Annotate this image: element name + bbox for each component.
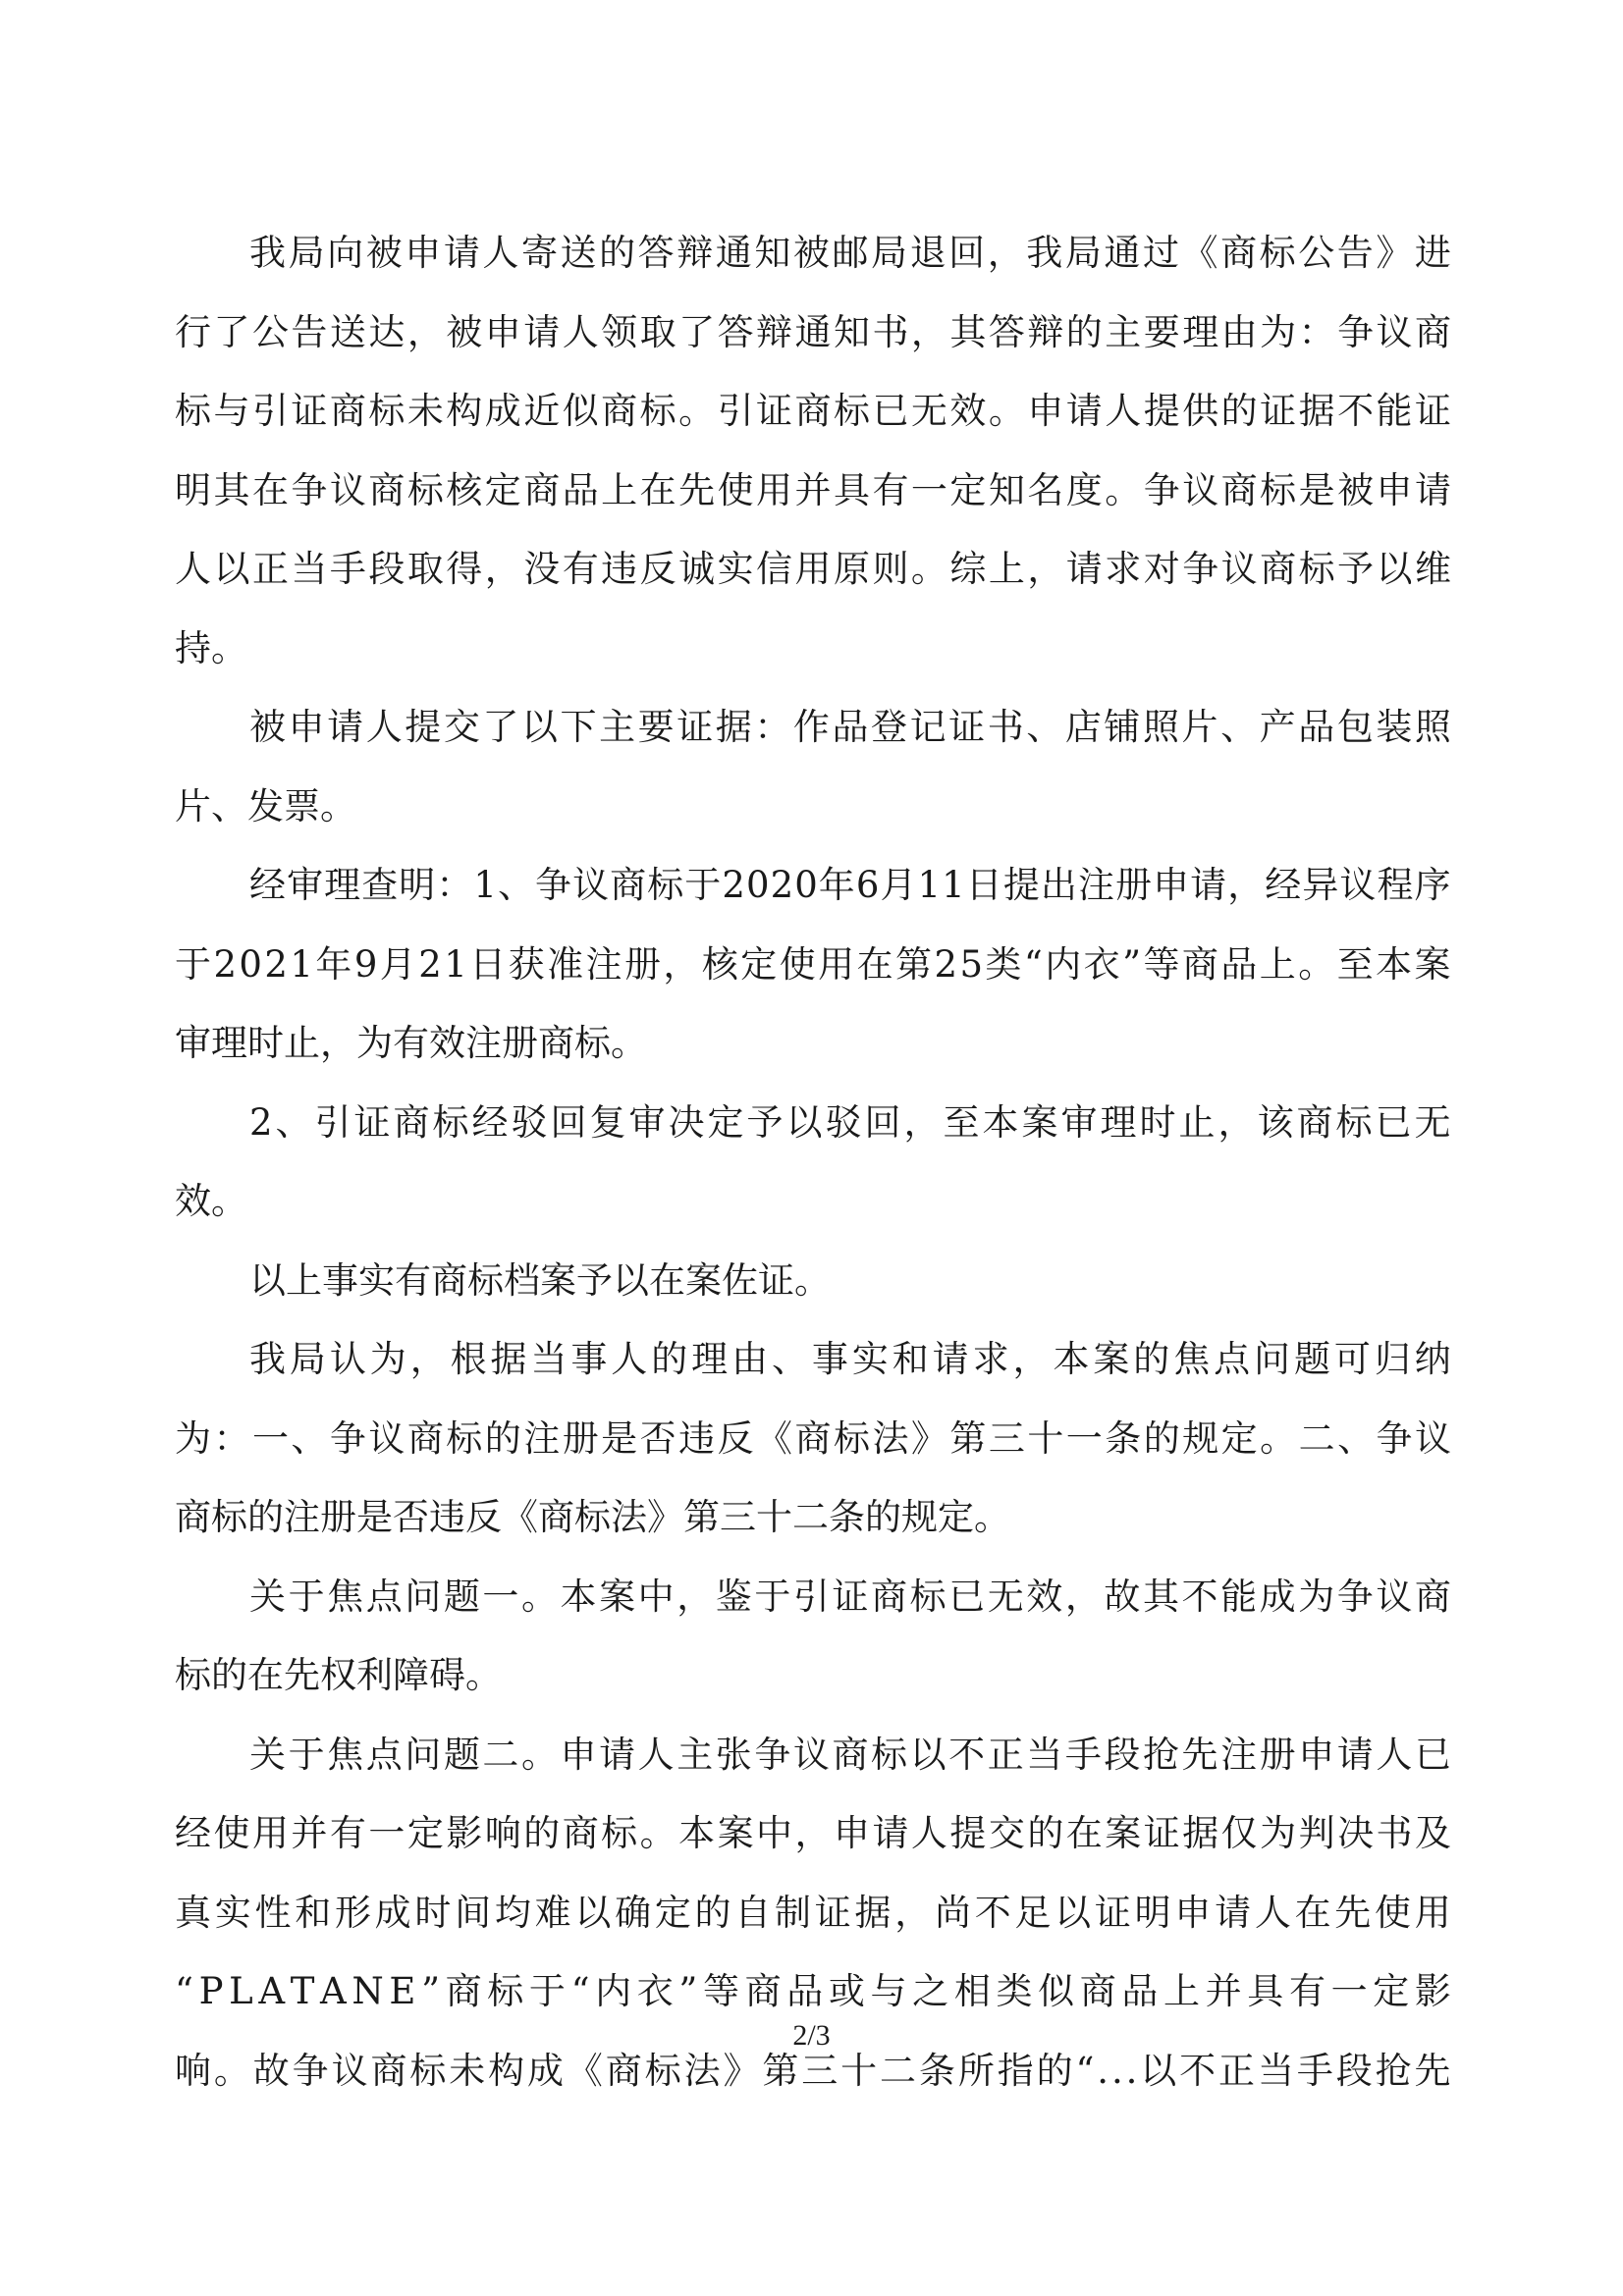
- text-line: 以上事实有商标档案予以在案佐证。: [249, 1258, 831, 1302]
- text-line: 审理时止，为有效注册商标。: [175, 1022, 647, 1064]
- text-line: “ P L A T A N E ” 商 标 于 “ 内 衣 ” 等 商 品 或 与 之 相 类 似 商 品 上 并 具 有 一 定 影: [175, 1970, 1451, 2012]
- paragraph: [175, 846, 1451, 1084]
- text-line: 为 ： 一 、 争 议 商 标 的 注 册 是 否 违 反 《 商 标 法 》 第 三 十 一 条 的 规 定 。 二 、 争 议: [175, 1416, 1451, 1460]
- text-line: 响 。 故 争 议 商 标 未 构 成 《 商 标 法 》 第 三 十 二 条 所 指 的 “ . . . 以 不 正 当 手 段 抢 先: [175, 2049, 1451, 2092]
- paragraph: [175, 688, 1451, 846]
- text-line: 2 、 引 证 商 标 经 驳 回 复 审 决 定 予 以 驳 回 ， 至 本 案 审 理 时 止 ， 该 商 标 已 无: [249, 1100, 1451, 1144]
- paragraph: [175, 1558, 1451, 1716]
- page-number: 2/3: [792, 2019, 831, 2052]
- text-line: 关 于 焦 点 问 题 一 。 本 案 中 ， 鉴 于 引 证 商 标 已 无 效 ， 故 其 不 能 成 为 争 议 商: [249, 1575, 1451, 1618]
- text-line: 于 2 0 2 1 年 9 月 2 1 日 获 准 注 册 ， 核 定 使 用 在 第 2 5 类 “ 内 衣 ” 等 商 品 上 。 至 本 案: [175, 942, 1451, 986]
- text-line: 商标的注册是否违反《商标法》第三十二条的规定。: [175, 1496, 1010, 1538]
- paragraph: [175, 214, 1451, 688]
- paragraph: [175, 1084, 1451, 1242]
- text-line: 真 实 性 和 形 成 时 间 均 难 以 确 定 的 自 制 证 据 ， 尚 不 足 以 证 明 申 请 人 在 先 使 用: [175, 1891, 1451, 1934]
- paragraph: [175, 1320, 1451, 1558]
- text-line: 经 使 用 并 有 一 定 影 响 的 商 标 。 本 案 中 ， 申 请 人 提 交 的 在 案 证 据 仅 为 判 决 书 及: [175, 1812, 1451, 1854]
- text-line: 我 局 认 为 ， 根 据 当 事 人 的 理 由 、 事 实 和 请 求 ， 本 案 的 焦 点 问 题 可 归 纳: [249, 1338, 1451, 1380]
- text-line: 人 以 正 当 手 段 取 得 ， 没 有 违 反 诚 实 信 用 原 则 。 综 上 ， 请 求 对 争 议 商 标 予 以 维: [175, 548, 1451, 590]
- text-line: 我 局 向 被 申 请 人 寄 送 的 答 辩 通 知 被 邮 局 退 回 ， 我 局 通 过 《 商 标 公 告 》 进: [249, 232, 1451, 274]
- text-line: 经 审 理 查 明 ： 1 、 争 议 商 标 于 2 0 2 0 年 6 月 1 1 日 提 出 注 册 申 请 ， 经 异 议 程 序: [249, 864, 1451, 906]
- text-line: 明 其 在 争 议 商 标 核 定 商 品 上 在 先 使 用 并 具 有 一 定 知 名 度 。 争 议 商 标 是 被 申 请: [175, 468, 1451, 511]
- paragraph: [175, 1242, 1451, 1321]
- text-line: 关 于 焦 点 问 题 二 。 申 请 人 主 张 争 议 商 标 以 不 正 当 手 段 抢 先 注 册 申 请 人 已: [249, 1733, 1451, 1776]
- text-line: 效。: [175, 1180, 247, 1222]
- text-line: 行 了 公 告 送 达 ， 被 申 请 人 领 取 了 答 辩 通 知 书 ， 其 答 辩 的 主 要 理 由 为 ： 争 议 商: [175, 310, 1451, 353]
- text-line: 被 申 请 人 提 交 了 以 下 主 要 证 据 ： 作 品 登 记 证 书 、 店 铺 照 片 、 产 品 包 装 照: [249, 706, 1451, 748]
- document-body: [175, 214, 1451, 2110]
- text-line: 标的在先权利障碍。: [175, 1654, 502, 1696]
- text-line: 标 与 引 证 商 标 未 构 成 近 似 商 标 。 引 证 商 标 已 无 效 。 申 请 人 提 供 的 证 据 不 能 证: [175, 390, 1451, 432]
- text-line: 片、发票。: [175, 784, 356, 828]
- text-line: 持。: [175, 626, 247, 669]
